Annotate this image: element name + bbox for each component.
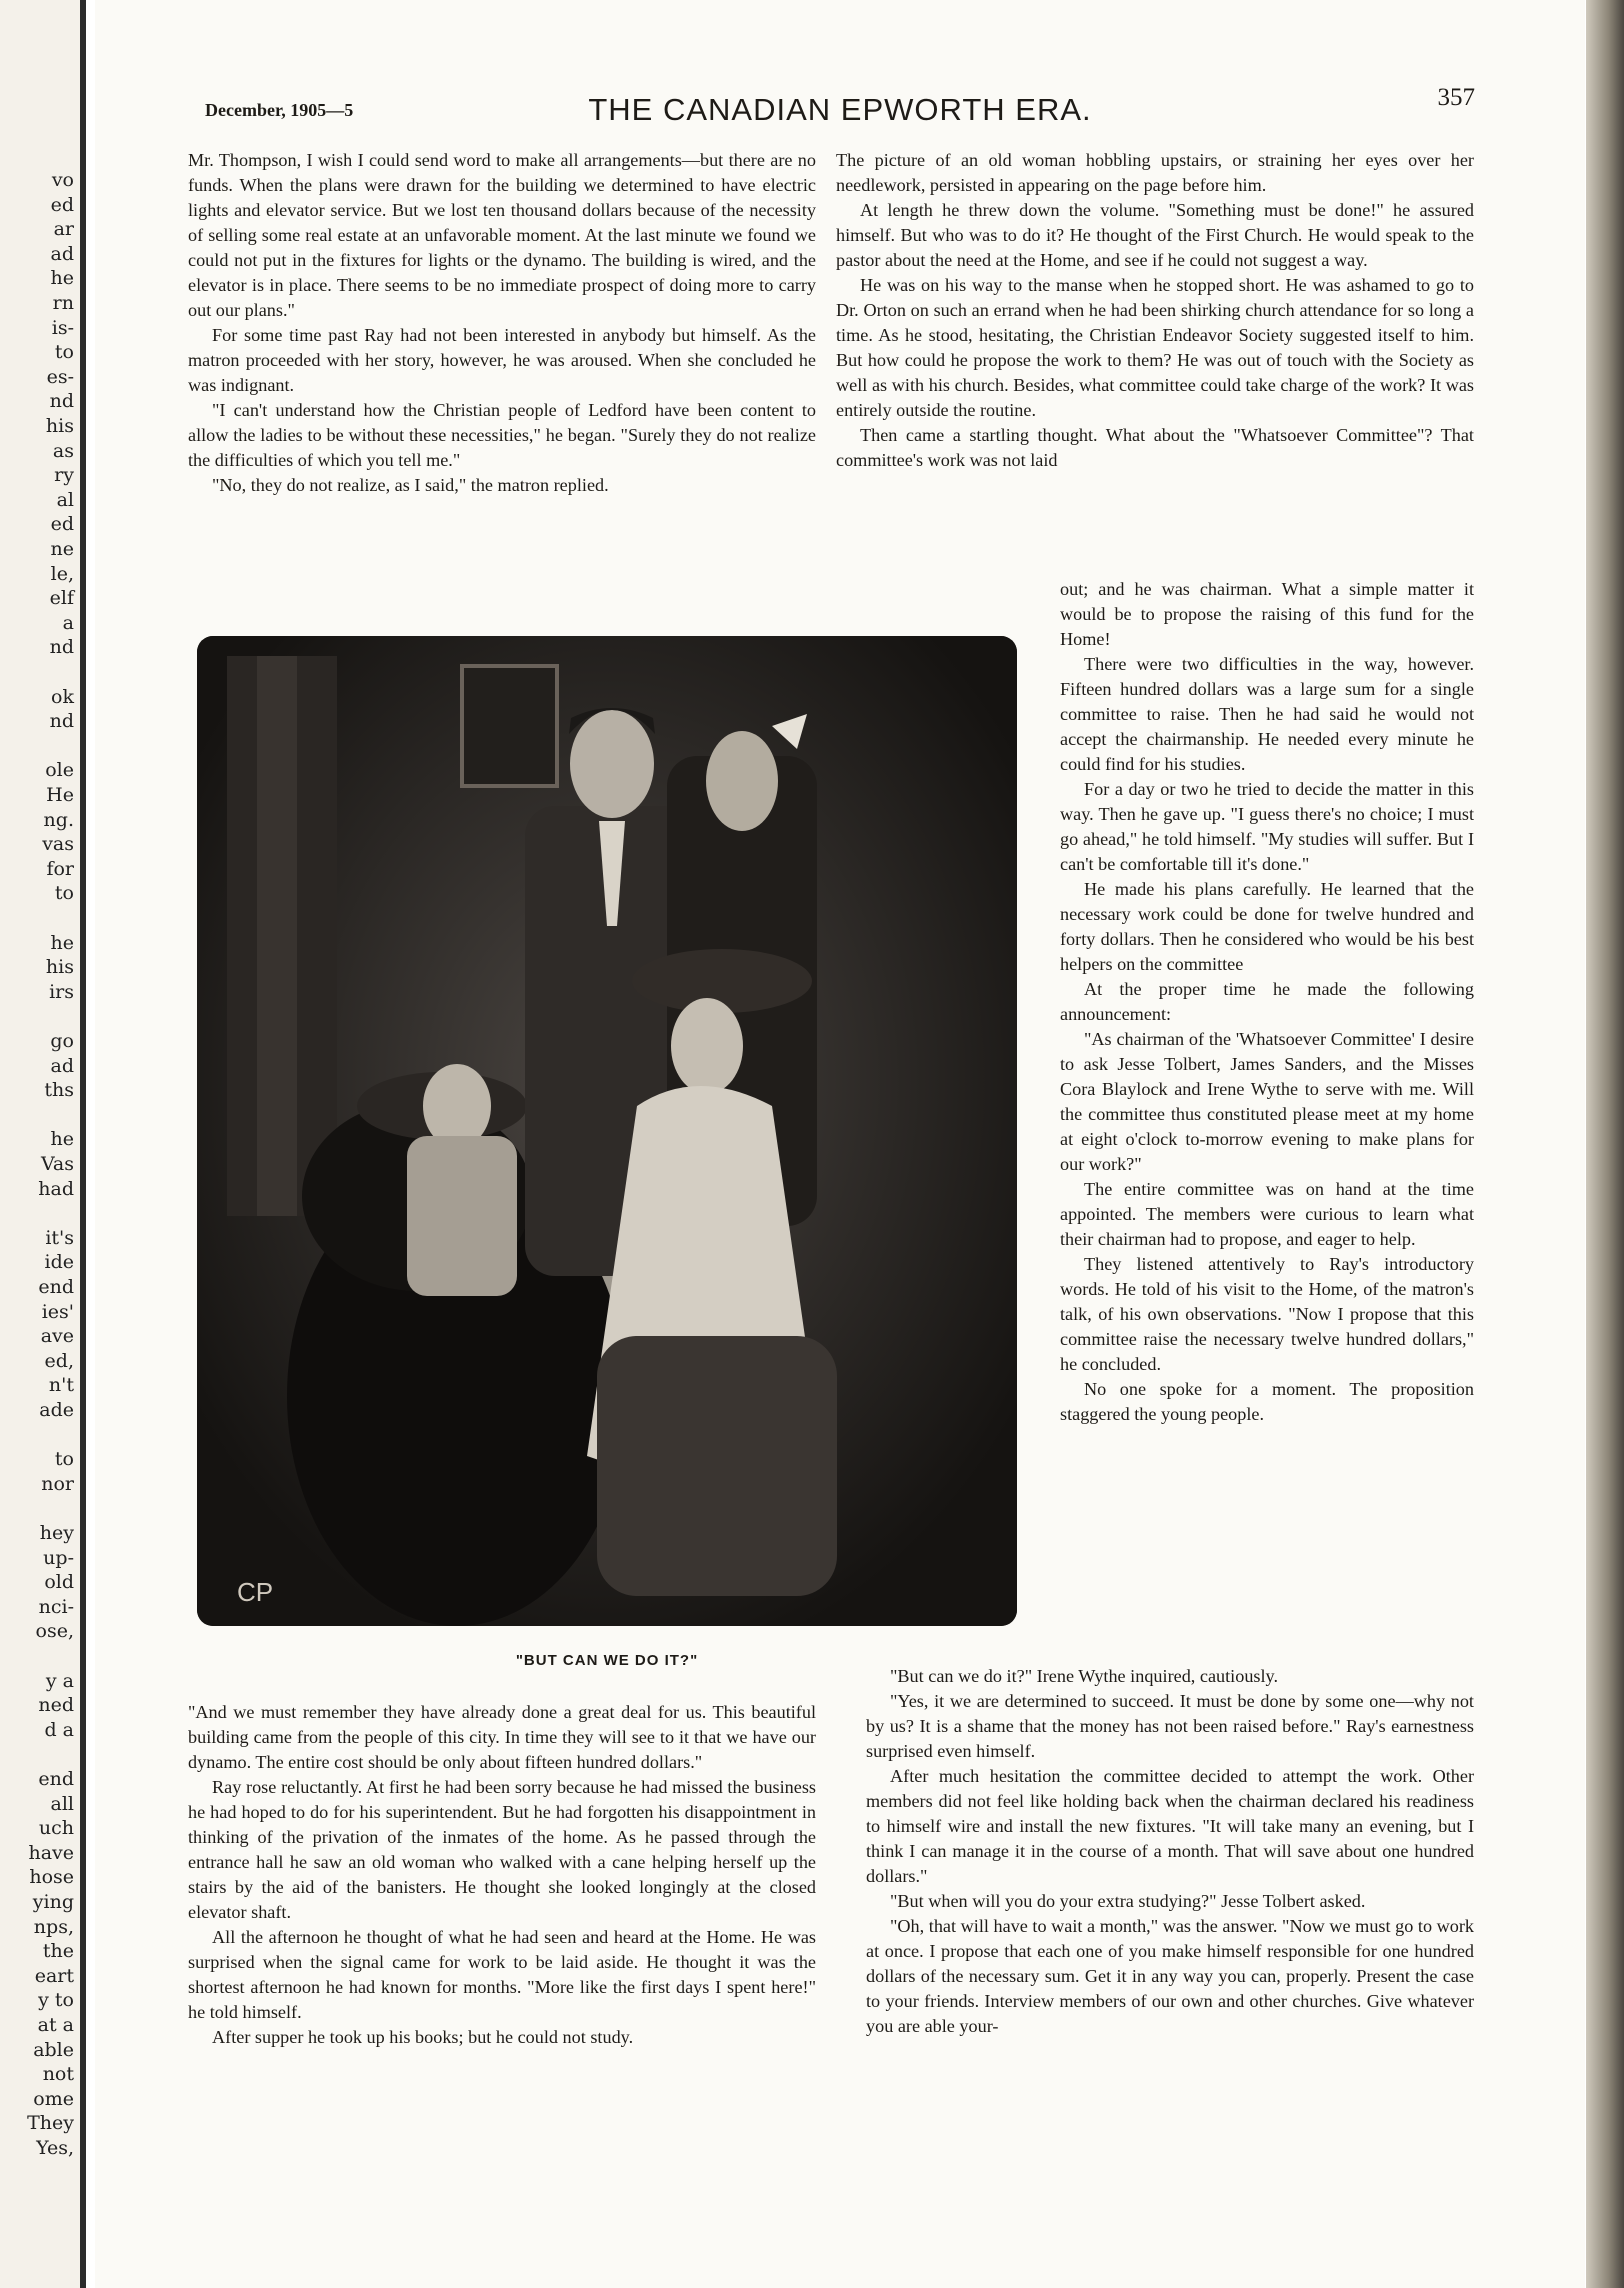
spine-text-fragment: They	[27, 2112, 74, 2135]
spine-text-fragment: nor	[41, 1472, 74, 1495]
illustration-drawing	[197, 636, 1017, 1626]
spine-text-fragment: al	[56, 488, 74, 511]
spine-text-fragment: es-	[46, 365, 74, 388]
paragraph: "No, they do not realize, as I said," the matron replied.	[212, 475, 609, 495]
paragraph: Mr. Thompson, I wish I could send word to make all arrangements—but there are no funds. When the plans were drawn for the building we determined to have electric lights and elevator service. But we lost ten thousand dollars because of the necessity of selling some real estate at an unfavorable moment. At the last minute we found we could not put in the fixtures for lights or the dynamo. The building is wired, and the elevator is in place. There seems to be no immediate prospect of doing more to carry out our plans."	[188, 150, 816, 320]
spine-text-fragment: Vas	[40, 1153, 74, 1175]
spine-text-fragment: rn	[52, 292, 74, 314]
spine-text-fragment: hey	[39, 1522, 74, 1544]
spine-text-fragment: as	[52, 439, 74, 462]
spine-text-fragment: he	[50, 931, 74, 954]
paragraph: The entire committee was on hand at the time appointed. The members were curious to learn what their chairman had to propose, and eager to help.	[1060, 1179, 1474, 1249]
spine-text-fragment: all	[50, 1792, 74, 1815]
spine-text-fragment: d a	[44, 1718, 74, 1741]
spine-text-fragment: his	[45, 415, 74, 437]
right-column-top	[836, 148, 1474, 473]
spine-text-fragment: go	[50, 1030, 74, 1052]
spine-text-fragment: n't	[48, 1374, 74, 1397]
magazine-title: THE CANADIAN EPWORTH ERA.	[588, 92, 1092, 127]
spine-text-fragment: ned	[38, 1694, 74, 1717]
spine-text-fragment: end	[38, 1768, 74, 1790]
spine-text-fragment: Yes,	[36, 2137, 74, 2159]
spine-text-fragment: vas	[42, 833, 74, 856]
story-illustration	[197, 636, 1017, 1626]
spine-text-fragment: to	[54, 1448, 74, 1471]
spine-text-fragment: up-	[43, 1546, 74, 1569]
paragraph: The picture of an old woman hobbling upstairs, or straining her eyes over her needlework, persisted in appearing on the page before him.	[836, 150, 1474, 195]
paragraph: Ray rose reluctantly. At first he had been sorry because he had missed the business he had hoped to do for his superintendent. But he had forgotten his disappointment in thinking of the privation of the inmates of the home. As he passed through the entrance hall he saw an old woman who walked with a cane helping herself up the stairs by the aid of the banisters. He thought she looked longingly at the closed elevator shaft.	[188, 1777, 816, 1922]
spine-text-fragment: eart	[34, 1964, 74, 1987]
illustrator-monogram: CP	[237, 1577, 274, 1607]
spine-text-fragment: le,	[50, 562, 74, 585]
spine-text-fragment: y to	[38, 1989, 74, 2012]
spine-text-fragment: ed	[50, 513, 74, 536]
spine-text-fragment: able	[33, 2038, 74, 2061]
paragraph: No one spoke for a moment. The proposition staggered the young people.	[1060, 1379, 1474, 1424]
paragraph: At length he threw down the volume. "Something must be done!" he assured himself. But who was to do it? He thought of the First Church. He would speak to the pastor about the need at the Home, and see if he could not suggest a way.	[836, 200, 1474, 270]
spine-text-fragment: ry	[54, 464, 74, 487]
book-edge-shadow	[1586, 0, 1624, 2288]
spine-text-fragment: a	[62, 611, 74, 634]
paragraph: "Oh, that will have to wait a month," was the answer. "Now we must go to work at once. I propose that each one of you make himself responsible for one hundred dollars of the necessary sum. Get it in any way you can, properly. Present the case to your friends. Interview members of our own and other churches. Give whatever you are able your-	[866, 1916, 1474, 2036]
spine-text-fragment: it's	[45, 1226, 74, 1249]
spine-text-fragment: he	[50, 267, 74, 290]
spine-text-fragment: ok	[51, 685, 74, 708]
paragraph: out; and he was chairman. What a simple matter it would be to propose the raising of this fund for the Home!	[1060, 579, 1474, 649]
spine-text-fragment: ide	[44, 1251, 74, 1274]
spine-text-fragment: ad	[50, 1054, 74, 1077]
spine-text-fragment: ed,	[44, 1349, 74, 1372]
spine-text-fragment: ar	[53, 218, 74, 241]
left-column-top	[188, 148, 816, 498]
spine-text-fragment: ose,	[35, 1620, 74, 1643]
spine-text-fragment: ole	[45, 759, 74, 782]
paragraph: He made his plans carefully. He learned that the necessary work could be done for twelve hundred and forty dollars. Then he considered who would be his best helpers on the committee	[1060, 879, 1474, 974]
spine-text-fragment: not	[42, 2063, 74, 2086]
right-column-bottom	[866, 1664, 1474, 2039]
paragraph: "Yes, it we are determined to succeed. It must be done by some one—why not by us? It is a shame that the money has not been raised before." Ray's earnestness surprised even himself.	[866, 1691, 1474, 1761]
spine-text-fragment: y a	[45, 1669, 74, 1692]
paragraph: "As chairman of the 'Whatsoever Committee' I desire to ask Jesse Tolbert, James Sanders, and the Misses Cora Blaylock and Irene Wythe to serve with me. Will the committee thus constituted please meet at my home at eight o'clock to-morrow evening to make plans for our work?"	[1060, 1029, 1474, 1174]
spine-text-fragment: nps,	[33, 1915, 74, 1938]
spine-text-fragment: to	[54, 882, 74, 905]
spine-text-fragment: nci-	[38, 1595, 74, 1618]
spine-text-fragment: vo	[51, 169, 74, 191]
paragraph: There were two difficulties in the way, however. Fifteen hundred dollars was a large sum for a single committee to raise. Then he had said he would not accept the chairmanship. He needed every minute he could find for his studies.	[1060, 654, 1474, 774]
spine-text-fragment: is-	[51, 316, 74, 339]
spine-text-fragment: the	[42, 1940, 74, 1963]
spine-text-fragment: had	[38, 1177, 74, 1200]
spine-text-fragment: for	[46, 857, 74, 880]
spine-text-fragment: ths	[44, 1079, 74, 1102]
spine-text-fragment: nd	[49, 390, 74, 413]
spine-text-fragment: nd	[49, 636, 74, 659]
spine-text-fragment: ne	[50, 538, 74, 560]
paragraph: After supper he took up his books; but he could not study.	[212, 2027, 634, 2047]
spine-text-fragment: he	[50, 1128, 74, 1151]
paragraph: After much hesitation the committee decided to attempt the work. Other members did not feel like holding back when the chairman declared his readiness to himself wire and install the new fixtures. "It will take many an evening, but I think I can manage it in the course of a month. That will save about one hundred dollars."	[866, 1766, 1474, 1886]
spine-text-fragment: hose	[29, 1866, 74, 1889]
adjacent-page-edge	[0, 0, 86, 2288]
spine-text-fragment: irs	[49, 980, 74, 1003]
paragraph: They listened attentively to Ray's introductory words. He told of his visit to the Home, of the matron's talk, of his own observations. "Now I propose that this committee raise the necessary twelve hundred dollars," he concluded.	[1060, 1254, 1474, 1374]
spine-text-fragment: old	[44, 1571, 74, 1594]
spine-text-fragment: elf	[49, 587, 74, 610]
paragraph: "And we must remember they have already done a great deal for us. This beautiful building came from the people of this city. In time they will see to it that we have our dynamo. The entire cost should be only about fifteen hundred dollars."	[188, 1702, 816, 1772]
spine-text-fragment: ave	[40, 1325, 74, 1348]
page-number: 357	[1437, 84, 1475, 111]
spine-text-fragment: have	[28, 1841, 74, 1864]
spine-text-fragment: ome	[33, 2087, 74, 2110]
spine-text-fragment: ying	[32, 1891, 74, 1913]
paragraph: For some time past Ray had not been interested in anybody but himself. As the matron proceeded with her story, however, he was aroused. When she concluded he was indignant.	[188, 325, 816, 395]
illustration-caption: "BUT CAN WE DO IT?"	[515, 1652, 699, 1669]
spine-text-fragment: ng.	[43, 808, 74, 831]
spine-text-fragment: ade	[39, 1399, 74, 1421]
spine-text-fragment: nd	[49, 710, 74, 733]
spine-text-fragment: ies'	[41, 1300, 74, 1323]
paragraph: "But when will you do your extra studying?" Jesse Tolbert asked.	[890, 1891, 1366, 1911]
spine-text-fragment: his	[45, 956, 74, 979]
paragraph: "I can't understand how the Christian people of Ledford have been content to allow the ladies to be without these necessities," he began. "Surely they do not realize the difficulties of which you tell me."	[188, 400, 816, 470]
paragraph: At the proper time he made the following announcement:	[1060, 979, 1474, 1024]
paragraph: For a day or two he tried to decide the matter in this way. Then he gave up. "I guess there's no choice; I must go ahead," he told himself. "My studies will suffer. But I can't be comfortable till it's done."	[1060, 779, 1474, 874]
spine-text-fragment: uch	[38, 1817, 74, 1840]
left-column-bottom	[188, 1700, 816, 2050]
spine-text-fragment: to	[54, 341, 74, 364]
right-column-narrow	[1060, 577, 1474, 1427]
spine-text-fragment: at a	[37, 2014, 74, 2036]
spine-text-fragment: ad	[50, 242, 74, 265]
spine-text-fragment: ed	[50, 193, 74, 216]
paragraph: He was on his way to the manse when he stopped short. He was ashamed to go to Dr. Orton on such an errand when he had been shirking church attendance for so long a time. As he stood, hesitating, the Christian Endeavor Society suggested itself to him. But how could he propose the work to them? He was out of touch with the Society as well as with his church. Besides, what committee could take charge of the work? It was entirely outside the routine.	[836, 275, 1474, 420]
issue-date: December, 1905—5	[205, 100, 354, 120]
spine-text-fragment: end	[38, 1276, 74, 1298]
paragraph: Then came a startling thought. What about the "Whatsoever Committee"? That committee's work was not laid	[836, 425, 1474, 470]
paragraph: "But can we do it?" Irene Wythe inquired, cautiously.	[890, 1666, 1279, 1686]
paragraph: All the afternoon he thought of what he had seen and heard at the Home. He was surprised when the signal came for work to be laid aside. He thought it was the shortest afternoon he had known for months. "More like the first days I spent here!" he told himself.	[188, 1927, 816, 2022]
spine-text-fragment: He	[46, 784, 74, 806]
page-header	[205, 84, 1475, 127]
